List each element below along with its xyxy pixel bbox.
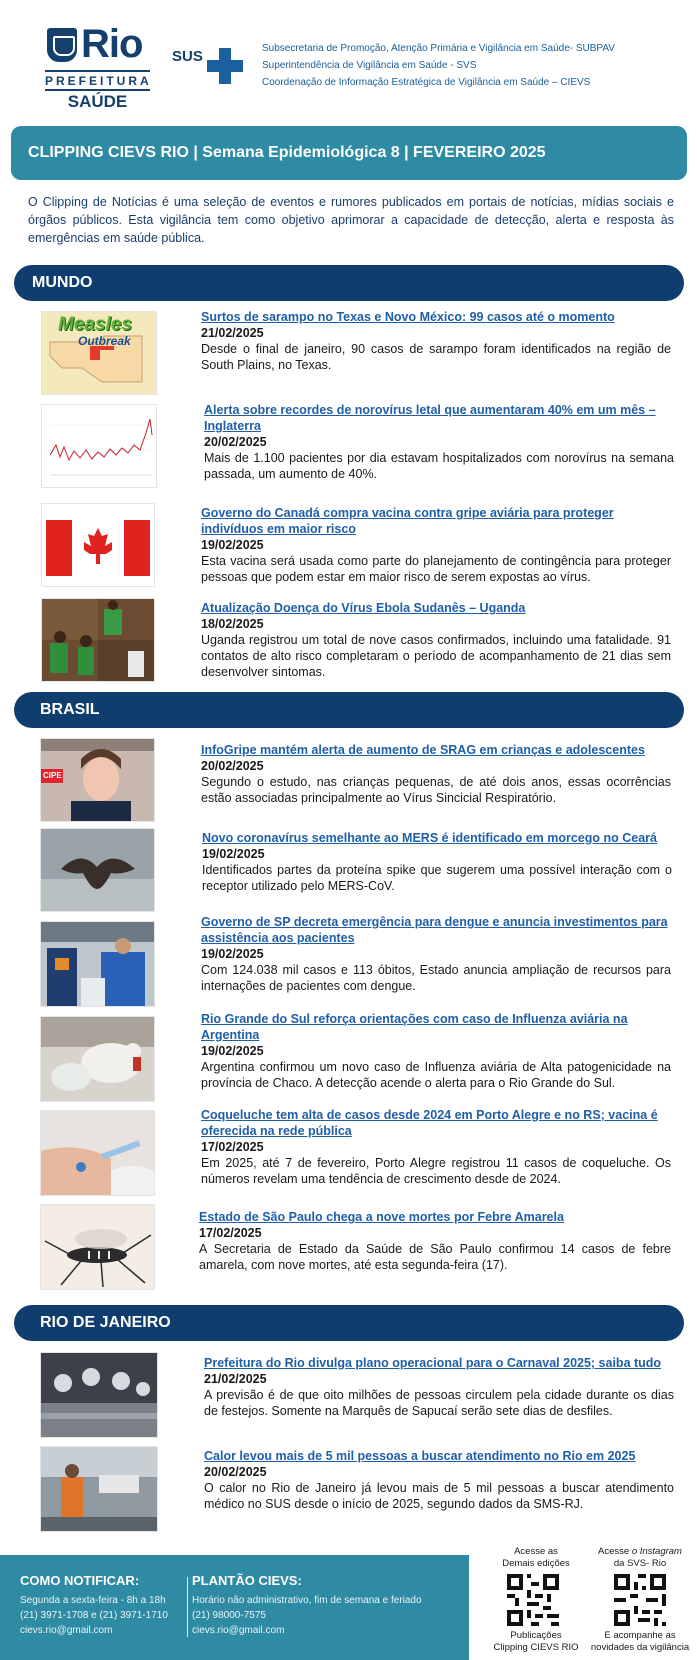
news-summary: Esta vacina será usada como parte do planejamento de contingência para proteger pessoas que podem estar em maior risco de serem expostas ao vírus. <box>201 554 671 584</box>
header-subtitles <box>262 40 615 91</box>
news-summary: Mais de 1.100 pacientes por dia estavam hospitalizados com norovírus na semana passada, um aumento de 40%. <box>204 451 674 481</box>
news-date: 19/02/2025 <box>201 947 264 961</box>
line-chart-icon <box>42 405 156 487</box>
qr1-bottom-line2: Clipping CIEVS RIO <box>493 1642 579 1653</box>
section-label-rio: RIO DE JANEIRO <box>40 1314 171 1331</box>
logo-prefeitura-text: PREFEITURA <box>45 70 150 88</box>
news-summary: A Secretaria de Estado da Saúde de São Paulo confirmou 14 casos de febre amarela, com nove mortes, até esta segunda-feira (17). <box>199 1242 671 1272</box>
sus-logo-text: SUS <box>172 48 203 65</box>
news-link[interactable]: Estado de São Paulo chega a nove mortes por Febre Amarela <box>199 1210 564 1224</box>
news-item-mundo-1 <box>201 309 671 373</box>
qr2-caption-line2: da SVS- Rio <box>613 1558 667 1569</box>
news-summary: Em 2025, até 7 de fevereiro, Porto Alegre registrou 11 casos de coqueluche. Os números revelam uma tendência de crescimento desde de 2024. <box>201 1156 671 1186</box>
video-person-icon <box>41 739 154 821</box>
footer-divider <box>187 1577 188 1637</box>
bat-photo-icon <box>41 829 154 911</box>
qr1-caption-line1: Acesse as <box>514 1546 558 1557</box>
news-item-mundo-3 <box>201 505 671 585</box>
plantao-title: PLANTÃO CIEVS: <box>192 1573 302 1588</box>
thumb-norovirus-chart <box>41 404 157 488</box>
news-link[interactable]: Coqueluche tem alta de casos desde 2024 em Porto Alegre e no RS; vacina é oferecida na rede pública <box>201 1108 658 1138</box>
logo-rio-text: Rio <box>81 22 143 66</box>
news-link[interactable]: Prefeitura do Rio divulga plano operacional para o Carnaval 2025; saiba tudo <box>204 1356 662 1370</box>
subtitle-svs: Superintendência de Vigilância em Saúde - SVS <box>262 60 477 71</box>
health-workers-photo-icon <box>42 599 154 681</box>
news-summary: O calor no Rio de Janeiro já levou mais de 5 mil pessoas a buscar atendimento médico no SUS desde o início de 2025, segundo dados da SMS-RJ. <box>204 1481 674 1511</box>
news-item-brasil-2 <box>202 830 672 894</box>
notify-title: COMO NOTIFICAR: <box>20 1573 140 1588</box>
qr1-caption-top <box>492 1546 580 1570</box>
thumb-carnaval-photo <box>40 1352 158 1438</box>
thumb-measles-word: Measles <box>58 314 132 335</box>
news-summary: Segundo o estudo, nas crianças pequenas, de até dois anos, essas ocorrências estão associadas principalmente ao Vírus Sincicial Respiratório. <box>201 775 671 805</box>
page-title: CLIPPING CIEVS RIO | Semana Epidemiológica 8 | FEVEREIRO 2025 <box>28 144 546 161</box>
news-link[interactable]: Calor levou mais de 5 mil pessoas a buscar atendimento no Rio em 2025 <box>204 1449 636 1463</box>
thumb-ebola-photo <box>41 598 155 682</box>
plantao-hours: Horário não administrativo, fim de semana e feriado <box>192 1595 422 1606</box>
news-link[interactable]: Novo coronavírus semelhante ao MERS é identificado em morcego no Ceará <box>202 831 657 845</box>
qr2-bottom-line2: novidades da vigilância <box>590 1642 690 1653</box>
section-header-brasil <box>14 692 684 728</box>
thumb-mosquito-photo <box>40 1204 155 1290</box>
news-summary: Com 124.038 mil casos e 113 óbitos, Estado anuncia ampliação de recursos para internações de pacientes com dengue. <box>201 963 671 993</box>
mosquito-icon <box>41 1205 154 1289</box>
vaccination-photo-icon <box>41 1111 154 1195</box>
news-item-rio-2 <box>204 1448 674 1512</box>
news-date: 20/02/2025 <box>204 1465 267 1479</box>
qr2-caption-line1 <box>588 1546 692 1558</box>
qr-code-icon <box>507 1574 559 1626</box>
news-link[interactable]: Alerta sobre recordes de norovírus letal que aumentaram 40% em um mês – Inglaterra <box>204 403 656 433</box>
section-header-mundo <box>14 265 684 301</box>
qr2-instagram: o Instagram <box>631 1546 682 1557</box>
news-item-brasil-4 <box>201 1011 671 1091</box>
intro-paragraph: O Clipping de Notícias é uma seleção de eventos e rumores publicados em portais de notícias, mídias sociais e órgãos públicos. Esta vigilância tem como objetivo aprimorar a capacidade de detecção, alerta e resposta às emergências em saúde pública. <box>28 195 674 245</box>
qr-code-instagram[interactable] <box>614 1574 666 1626</box>
qr1-bottom-line1: Publicações <box>510 1630 562 1641</box>
thumb-heat-photo <box>40 1446 158 1532</box>
news-date: 18/02/2025 <box>201 617 264 631</box>
notify-info <box>20 1593 168 1638</box>
news-item-rio-1 <box>204 1355 674 1419</box>
notify-hours: Segunda a sexta-feira - 8h a 18h <box>20 1595 166 1606</box>
news-date: 21/02/2025 <box>204 1372 267 1386</box>
logo-saude-text: SAÚDE <box>45 89 150 112</box>
qr-code-icon <box>614 1574 666 1626</box>
qr-code-editions[interactable] <box>507 1574 559 1626</box>
hospital-photo-icon <box>41 922 154 1006</box>
news-item-brasil-6 <box>199 1209 671 1273</box>
news-date: 17/02/2025 <box>201 1140 264 1154</box>
thumb-bat-photo <box>40 828 155 912</box>
qr1-caption-bottom <box>487 1630 585 1654</box>
qr1-caption-line2: Demais edições <box>502 1558 570 1569</box>
street-crowd-photo-icon <box>41 1447 157 1531</box>
thumb-measles-map <box>41 311 157 395</box>
qr2-caption-top <box>588 1546 692 1570</box>
news-link[interactable]: Atualização Doença do Vírus Ebola Sudanês – Uganda <box>201 601 526 615</box>
news-link[interactable]: Governo de SP decreta emergência para dengue e anuncia investimentos para assistência aos pacientes <box>201 915 668 945</box>
news-item-brasil-3 <box>201 914 671 994</box>
news-link[interactable]: Surtos de sarampo no Texas e Novo México: 99 casos até o momento <box>201 310 615 324</box>
news-link[interactable]: Rio Grande do Sul reforça orientações com caso de Influenza aviária na Argentina <box>201 1012 628 1042</box>
plantao-phone: (21) 98000-7575 <box>192 1610 266 1621</box>
news-summary: A previsão é de que oito milhões de pessoas circulem pela cidade durante os dias de festejos. Somente na Marquês de Sapucaí serão sete dias de desfiles. <box>204 1388 674 1418</box>
sus-cross-icon <box>207 48 243 84</box>
thumb-outbreak-word: Outbreak <box>78 334 131 348</box>
qr2-caption-bottom <box>584 1630 696 1654</box>
news-item-mundo-2 <box>204 402 674 482</box>
thumb-infogripe-video <box>40 738 155 822</box>
prefeitura-rio-logo <box>45 22 152 111</box>
news-item-mundo-4 <box>201 600 671 680</box>
news-summary: Identificados partes da proteína spike que sugerem uma possível interação com o receptor utilizado pelo MERS-CoV. <box>202 863 672 893</box>
news-summary: Uganda registrou um total de nove casos confirmados, incluindo uma fatalidade. 91 contatos de alto risco completaram o período de acompanhamento de 21 dias sem desenvolver sintomas. <box>201 633 671 679</box>
news-date: 19/02/2025 <box>201 538 264 552</box>
news-item-brasil-5 <box>201 1107 671 1187</box>
thumb-canada-flag <box>41 503 155 587</box>
rio-crest-icon <box>47 28 77 62</box>
news-date: 17/02/2025 <box>199 1226 262 1240</box>
subtitle-subpav: Subsecretaria de Promoção, Atenção Primária e Vigilância em Saúde- SUBPAV <box>262 43 615 54</box>
news-link[interactable]: InfoGripe mantém alerta de aumento de SRAG em crianças e adolescentes <box>201 743 645 757</box>
news-date: 21/02/2025 <box>201 326 264 340</box>
news-summary: Desde o final de janeiro, 90 casos de sarampo foram identificados na região de South Plains, no Texas. <box>201 342 671 372</box>
notify-phones: (21) 3971-1708 e (21) 3971-1710 <box>20 1610 168 1621</box>
thumb-cipe-text: CIPE <box>43 771 62 780</box>
thumb-vaccine-photo <box>40 1110 155 1196</box>
notify-email[interactable]: cievs.rio@gmail.com <box>20 1625 113 1636</box>
bird-photo-icon <box>41 1017 154 1101</box>
plantao-info <box>192 1593 422 1638</box>
canada-flag-icon <box>42 504 154 586</box>
news-link[interactable]: Governo do Canadá compra vacina contra gripe aviária para proteger indivíduos em maior risco <box>201 506 614 536</box>
subtitle-cievs: Coordenação de Informação Estratégica de Vigilância em Saúde – CIEVS <box>262 77 591 88</box>
section-header-rio <box>14 1305 684 1341</box>
news-date: 19/02/2025 <box>201 1044 264 1058</box>
plantao-email[interactable]: cievs.rio@gmail.com <box>192 1625 285 1636</box>
news-date: 20/02/2025 <box>201 759 264 773</box>
news-summary: Argentina confirmou um novo caso de Influenza aviária de Alta patogenicidade na província de Chaco. A detecção acende o alerta para o Rio Grande do Sul. <box>201 1060 671 1090</box>
thumb-dengue-photo <box>40 921 155 1007</box>
thumb-avian-flu-photo <box>40 1016 155 1102</box>
stadium-lights-photo-icon <box>41 1353 157 1437</box>
news-date: 19/02/2025 <box>202 847 265 861</box>
section-label-mundo: MUNDO <box>32 274 93 291</box>
news-date: 20/02/2025 <box>204 435 267 449</box>
section-label-brasil: BRASIL <box>40 701 100 718</box>
qr2-bottom-line1: E acompanhe as <box>604 1630 676 1641</box>
news-item-brasil-1 <box>201 742 671 806</box>
qr2-prefix: Acesse <box>598 1546 632 1557</box>
